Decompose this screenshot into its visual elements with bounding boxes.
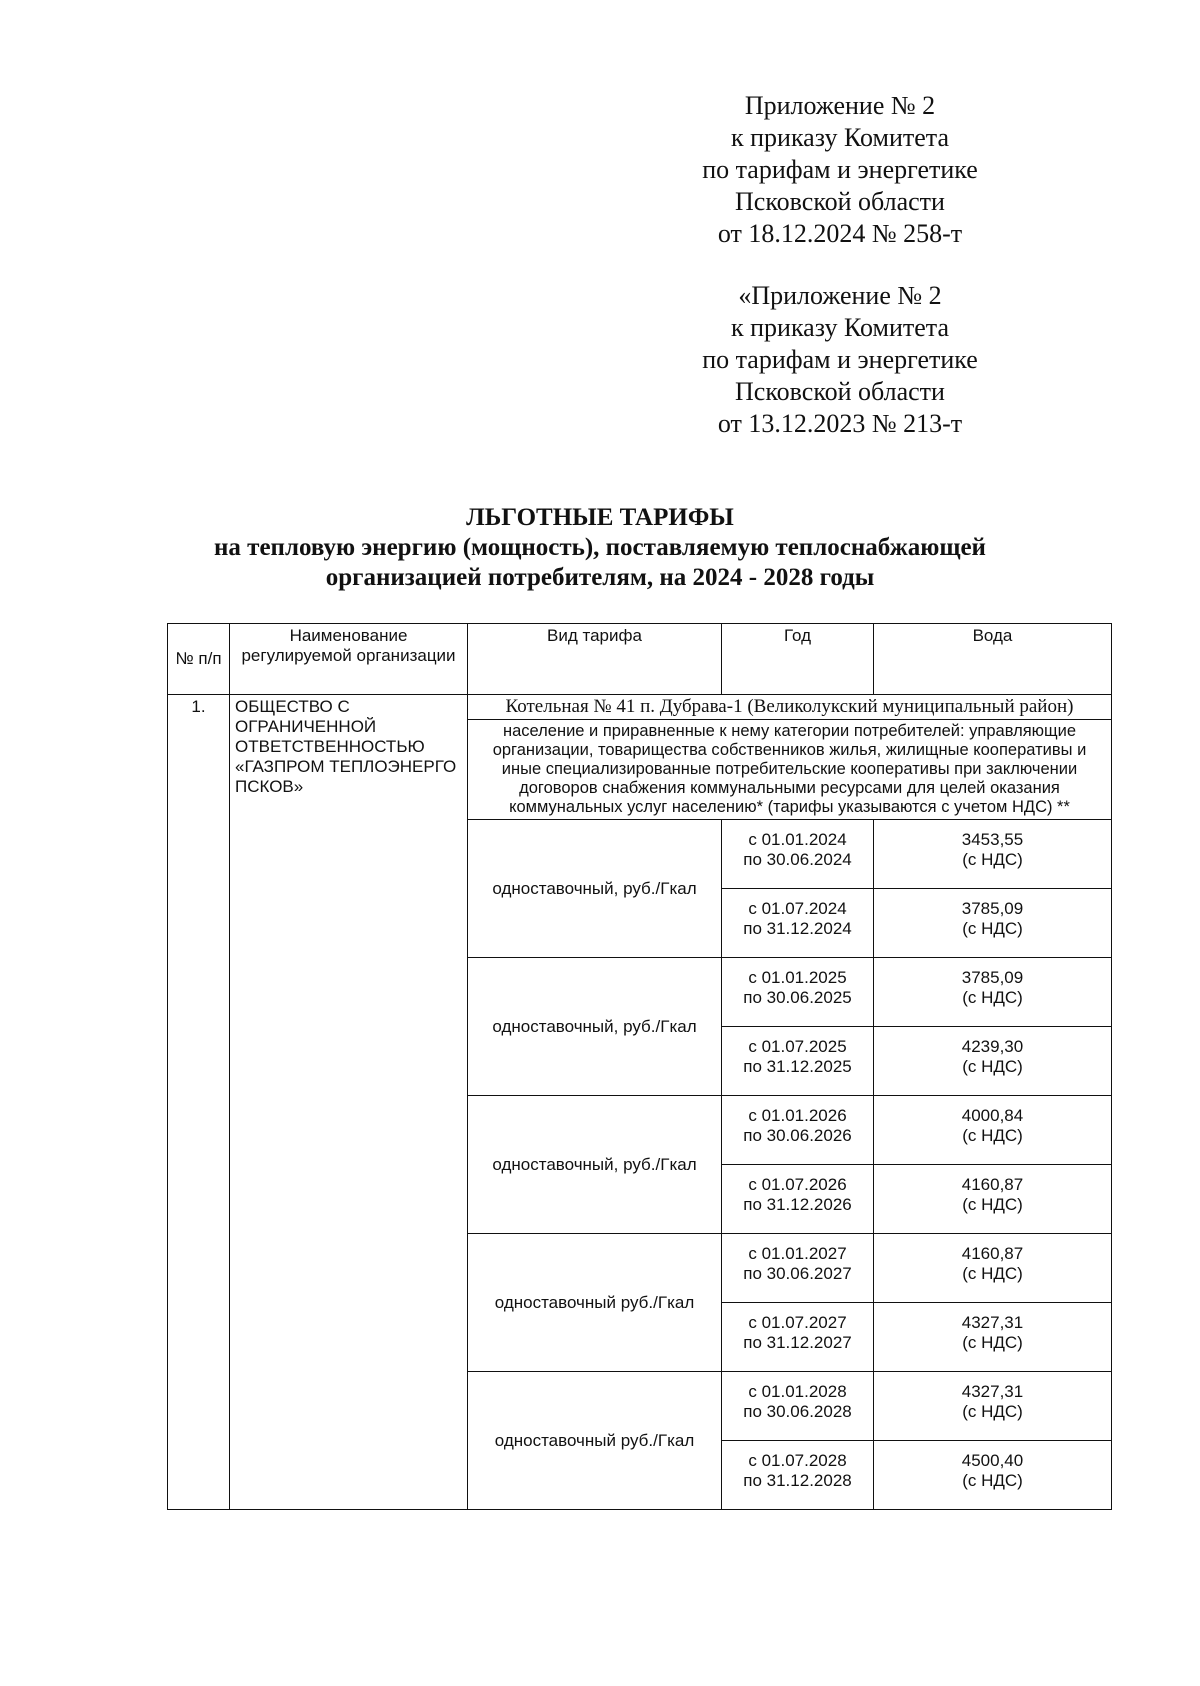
vat-note: (с НДС) bbox=[962, 1126, 1023, 1145]
period-from: с 01.07.2027 bbox=[748, 1313, 847, 1332]
vat-note: (с НДС) bbox=[962, 1057, 1023, 1076]
title-line: организацией потребителям, на 2024 - 2028 годы bbox=[325, 564, 875, 591]
appendix-previous-reference bbox=[660, 280, 1020, 440]
tariff-table bbox=[167, 623, 1112, 1510]
tariff-value-cell bbox=[874, 958, 1112, 1027]
period-to: по 30.06.2028 bbox=[743, 1402, 852, 1421]
tariff-value-cell bbox=[874, 1096, 1112, 1165]
appendix-current-reference bbox=[660, 90, 1020, 250]
period-to: по 30.06.2024 bbox=[743, 850, 852, 869]
row-number: 1. bbox=[168, 695, 230, 1510]
period-cell bbox=[722, 1234, 874, 1303]
title-line: ЛЬГОТНЫЕ ТАРИФЫ bbox=[466, 504, 734, 531]
period-to: по 30.06.2027 bbox=[743, 1264, 852, 1283]
period-to: по 31.12.2024 bbox=[743, 919, 852, 938]
tariff-type-cell: одноставочный, руб./Гкал bbox=[468, 820, 722, 958]
appendix-line: от 13.12.2023 № 213-т bbox=[717, 409, 963, 438]
header-number: № п/п bbox=[168, 624, 230, 695]
tariff-value-cell bbox=[874, 1441, 1112, 1510]
header-tariff-type: Вид тарифа bbox=[468, 624, 722, 695]
table-header-row bbox=[168, 624, 1112, 695]
period-from: с 01.07.2028 bbox=[748, 1451, 847, 1470]
appendix-line: к приказу Комитета bbox=[730, 313, 949, 342]
period-cell bbox=[722, 820, 874, 889]
tariff-value: 4239,30 bbox=[961, 1037, 1024, 1056]
title-line: на тепловую энергию (мощность), поставляемую теплоснабжающей bbox=[214, 534, 986, 561]
table-row bbox=[168, 695, 1112, 720]
appendix-line: по тарифам и энергетике bbox=[702, 155, 978, 184]
vat-note: (с НДС) bbox=[962, 1264, 1023, 1283]
period-cell bbox=[722, 958, 874, 1027]
period-to: по 31.12.2027 bbox=[743, 1333, 852, 1352]
period-from: с 01.01.2024 bbox=[748, 830, 847, 849]
tariff-value: 3785,09 bbox=[961, 968, 1024, 987]
vat-note: (с НДС) bbox=[962, 1471, 1023, 1490]
period-cell bbox=[722, 1165, 874, 1234]
tariff-value: 4500,40 bbox=[961, 1451, 1024, 1470]
period-to: по 30.06.2026 bbox=[743, 1126, 852, 1145]
tariff-value: 3785,09 bbox=[961, 899, 1024, 918]
appendix-line: по тарифам и энергетике bbox=[702, 345, 978, 374]
period-to: по 30.06.2025 bbox=[743, 988, 852, 1007]
organization-name: ОБЩЕСТВО С ОГРАНИЧЕННОЙ ОТВЕТСТВЕННОСТЬЮ «ГАЗПРОМ ТЕПЛОЭНЕРГО ПСКОВ» bbox=[230, 695, 468, 1510]
period-from: с 01.01.2026 bbox=[748, 1106, 847, 1125]
tariff-type-cell: одноставочный руб./Гкал bbox=[468, 1372, 722, 1510]
document-title bbox=[100, 503, 1100, 593]
tariff-value: 4327,31 bbox=[961, 1313, 1024, 1332]
tariff-value: 3453,55 bbox=[961, 830, 1024, 849]
appendix-line: Псковской области bbox=[735, 187, 945, 216]
vat-note: (с НДС) bbox=[962, 850, 1023, 869]
period-cell bbox=[722, 1096, 874, 1165]
period-from: с 01.01.2025 bbox=[748, 968, 847, 987]
tariff-value-cell bbox=[874, 820, 1112, 889]
tariff-value: 4160,87 bbox=[961, 1244, 1024, 1263]
period-from: с 01.07.2024 bbox=[748, 899, 847, 918]
period-cell bbox=[722, 1372, 874, 1441]
tariff-type-cell: одноставочный, руб./Гкал bbox=[468, 1096, 722, 1234]
tariff-type-cell: одноставочный руб./Гкал bbox=[468, 1234, 722, 1372]
period-from: с 01.01.2028 bbox=[748, 1382, 847, 1401]
header-water: Вода bbox=[874, 624, 1112, 695]
period-from: с 01.01.2027 bbox=[748, 1244, 847, 1263]
period-from: с 01.07.2026 bbox=[748, 1175, 847, 1194]
appendix-line: к приказу Комитета bbox=[730, 123, 949, 152]
header-organization: Наименование регулируемой организации bbox=[230, 624, 468, 695]
tariff-value: 4327,31 bbox=[961, 1382, 1024, 1401]
boiler-house: Котельная № 41 п. Дубрава-1 (Великолукский муниципальный район) bbox=[468, 695, 1112, 720]
tariff-value-cell bbox=[874, 1027, 1112, 1096]
period-to: по 31.12.2026 bbox=[743, 1195, 852, 1214]
tariff-value-cell bbox=[874, 1165, 1112, 1234]
period-cell bbox=[722, 1027, 874, 1096]
period-to: по 31.12.2028 bbox=[743, 1471, 852, 1490]
header-year: Год bbox=[722, 624, 874, 695]
period-cell bbox=[722, 1441, 874, 1510]
period-from: с 01.07.2025 bbox=[748, 1037, 847, 1056]
vat-note: (с НДС) bbox=[962, 1195, 1023, 1214]
tariff-value-cell bbox=[874, 889, 1112, 958]
vat-note: (с НДС) bbox=[962, 919, 1023, 938]
vat-note: (с НДС) bbox=[962, 988, 1023, 1007]
appendix-line: Псковской области bbox=[735, 377, 945, 406]
appendix-line: от 18.12.2024 № 258-т bbox=[717, 219, 963, 248]
tariff-value: 4160,87 bbox=[961, 1175, 1024, 1194]
period-cell bbox=[722, 1303, 874, 1372]
tariff-value-cell bbox=[874, 1372, 1112, 1441]
appendix-line: Приложение № 2 bbox=[744, 91, 936, 120]
vat-note: (с НДС) bbox=[962, 1402, 1023, 1421]
vat-note: (с НДС) bbox=[962, 1333, 1023, 1352]
consumer-category: население и приравненные к нему категории потребителей: управляющие организации, товарищества собственников жилья, жилищные кооперативы и иные специализированные потребительские кооперативы при заключении договоров снабжения коммунальными ресурсами для целей оказания коммунальных услуг населению* (тарифы указываются с учетом НДС) ** bbox=[468, 720, 1112, 820]
appendix-line: «Приложение № 2 bbox=[738, 281, 942, 310]
tariff-value-cell bbox=[874, 1303, 1112, 1372]
tariff-value: 4000,84 bbox=[961, 1106, 1024, 1125]
tariff-value-cell bbox=[874, 1234, 1112, 1303]
period-cell bbox=[722, 889, 874, 958]
period-to: по 31.12.2025 bbox=[743, 1057, 852, 1076]
tariff-type-cell: одноставочный, руб./Гкал bbox=[468, 958, 722, 1096]
